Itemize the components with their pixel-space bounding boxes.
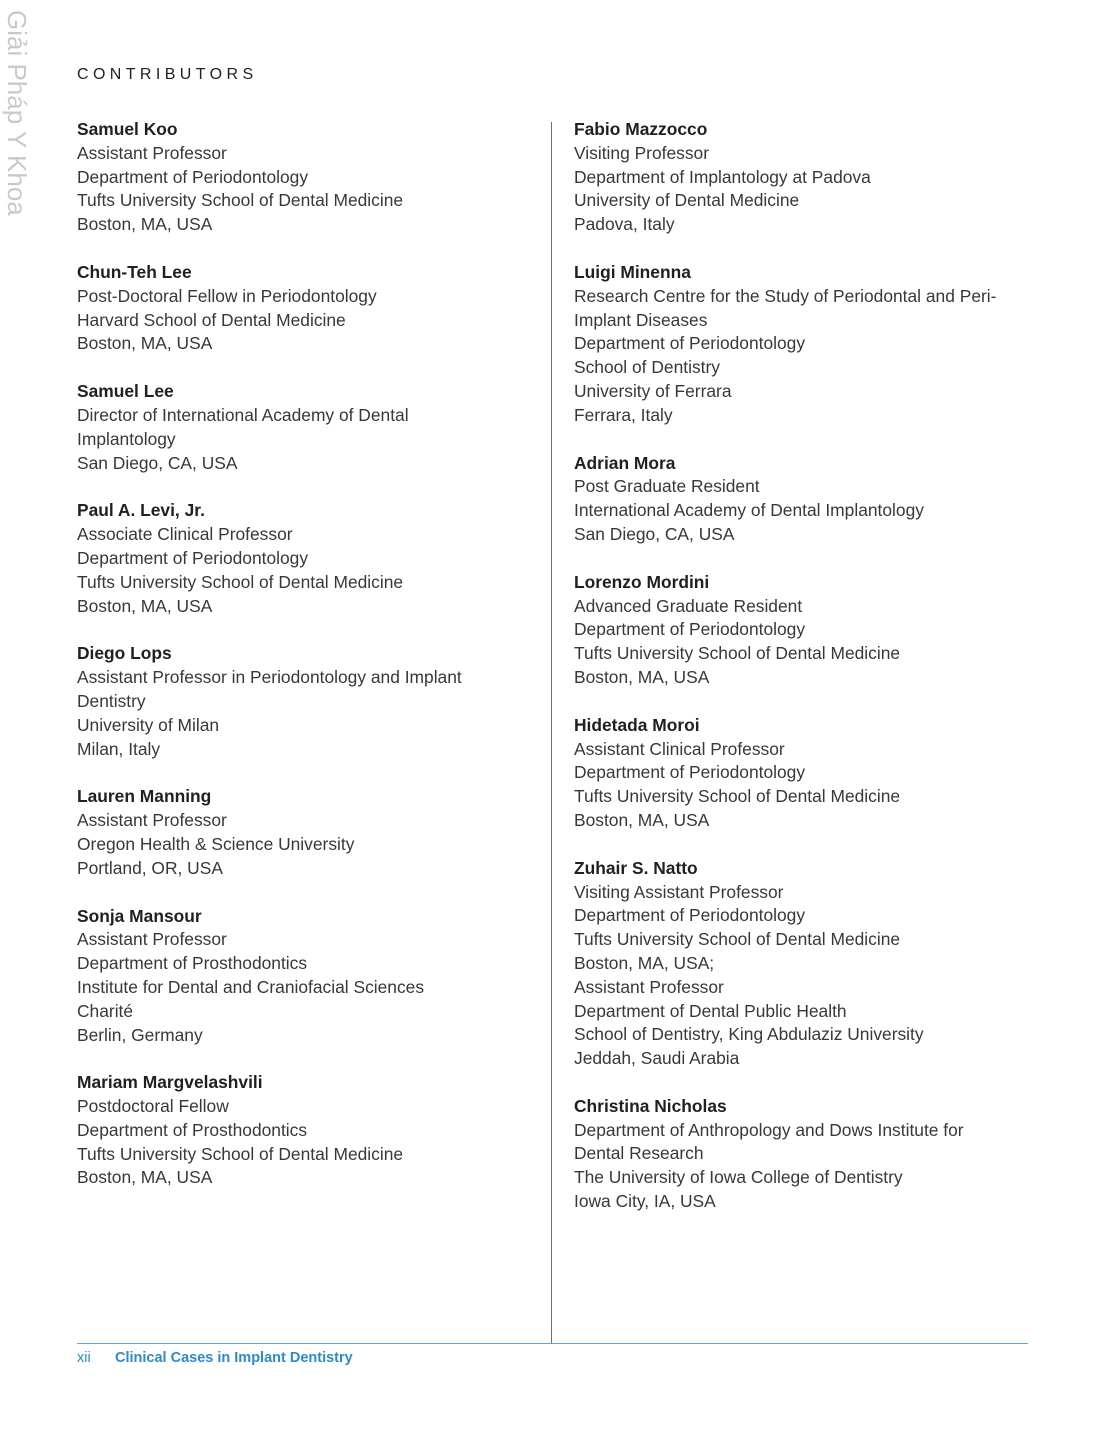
contributor-name: Mariam Margvelashvili — [77, 1072, 263, 1093]
contributor-entry — [77, 785, 517, 880]
contributor-entry — [77, 642, 517, 761]
contributor-affiliation-line: Milan, Italy — [77, 738, 161, 759]
contributor-name: Lauren Manning — [77, 786, 212, 807]
contributor-affiliation-line: Boston, MA, USA — [77, 595, 213, 616]
contributor-affiliation-line: Postdoctoral Fellow — [77, 1096, 229, 1117]
contributor-affiliation-line: Director of International Academy of Dental — [77, 404, 409, 425]
contributor-affiliation-line: Tufts University School of Dental Medicine — [574, 929, 901, 950]
right-column — [574, 118, 1024, 1238]
contributor-affiliation-line: Department of Anthropology and Dows Institute for — [574, 1119, 964, 1140]
contributor-affiliation-line: San Diego, CA, USA — [77, 452, 238, 473]
contributor-affiliation-line: Implant Diseases — [574, 309, 708, 330]
contributor-affiliation-line: Berlin, Germany — [77, 1024, 203, 1045]
section-heading: CONTRIBUTORS — [77, 66, 258, 83]
contributor-affiliation-line: Padova, Italy — [574, 214, 675, 235]
footer-rule — [77, 1343, 1028, 1344]
contributor-affiliation-line: Boston, MA, USA — [77, 214, 213, 235]
contributor-name: Paul A. Levi, Jr. — [77, 500, 205, 521]
contributor-name: Diego Lops — [77, 643, 172, 664]
page-number: xii — [77, 1350, 91, 1366]
contributor-entry — [574, 571, 1024, 690]
contributor-affiliation-line: School of Dentistry, King Abdulaziz University — [574, 1024, 924, 1045]
contributor-affiliation-line: Associate Clinical Professor — [77, 524, 293, 545]
contributor-affiliation-line: Tufts University School of Dental Medicine — [77, 1143, 404, 1164]
contributor-affiliation-line: Department of Periodontology — [77, 166, 309, 187]
contributor-name: Zuhair S. Natto — [574, 857, 698, 878]
contributor-affiliation-line: Implantology — [77, 428, 176, 449]
contributor-entry — [574, 118, 1024, 237]
contributor-name: Lorenzo Mordini — [574, 571, 710, 592]
contributor-entry — [77, 905, 517, 1048]
contributor-name: Samuel Lee — [77, 381, 174, 402]
contributor-entry — [574, 857, 1024, 1071]
contributor-affiliation-line: Boston, MA, USA; — [574, 952, 715, 973]
book-title: Clinical Cases in Implant Dentistry — [115, 1350, 353, 1366]
contributor-entry — [77, 380, 517, 475]
contributor-affiliation-line: Tufts University School of Dental Medicine — [77, 571, 404, 592]
contributor-affiliation-line: Portland, OR, USA — [77, 857, 223, 878]
contributor-affiliation-line: Iowa City, IA, USA — [574, 1191, 716, 1212]
contributor-entry — [574, 714, 1024, 833]
left-column — [77, 118, 517, 1214]
contributor-affiliation-line: University of Milan — [77, 714, 220, 735]
contributor-affiliation-line: Department of Periodontology — [574, 905, 806, 926]
contributor-affiliation-line: Post-Doctoral Fellow in Periodontology — [77, 285, 377, 306]
contributor-affiliation-line: Post Graduate Resident — [574, 476, 760, 497]
contributor-affiliation-line: Assistant Clinical Professor — [574, 738, 785, 759]
contributor-name: Chun-Teh Lee — [77, 261, 192, 282]
column-divider — [551, 122, 552, 1344]
contributor-affiliation-line: Assistant Professor — [77, 810, 227, 831]
contributor-affiliation-line: Institute for Dental and Craniofacial Sciences — [77, 976, 425, 997]
contributor-affiliation-line: International Academy of Dental Implantology — [574, 500, 924, 521]
contributor-affiliation-line: Charité — [77, 1000, 134, 1021]
contributor-affiliation-line: Assistant Professor — [77, 142, 227, 163]
contributor-affiliation-line: Department of Periodontology — [574, 619, 806, 640]
contributor-affiliation-line: School of Dentistry — [574, 357, 720, 378]
contributor-name: Sonja Mansour — [77, 905, 202, 926]
contributor-entry — [77, 1071, 517, 1190]
contributor-affiliation-line: Tufts University School of Dental Medicine — [574, 643, 901, 664]
contributor-affiliation-line: Department of Prosthodontics — [77, 1119, 308, 1140]
contributor-entry — [574, 261, 1024, 428]
contributor-affiliation-line: Harvard School of Dental Medicine — [77, 309, 346, 330]
contributor-affiliation-line: Visiting Assistant Professor — [574, 881, 784, 902]
contributor-affiliation-line: Department of Periodontology — [574, 762, 806, 783]
contributor-affiliation-line: Dentistry — [77, 690, 146, 711]
contributor-affiliation-line: Assistant Professor — [77, 929, 227, 950]
contributor-entry — [77, 118, 517, 237]
contributor-affiliation-line: Department of Prosthodontics — [77, 953, 308, 974]
contributor-affiliation-line: Department of Implantology at Padova — [574, 166, 871, 187]
watermark-text: Giải Pháp Y Khoa — [2, 10, 32, 216]
contributor-affiliation-line: The University of Iowa College of Dentistry — [574, 1167, 903, 1188]
contributor-affiliation-line: Oregon Health & Science University — [77, 833, 355, 854]
contributor-affiliation-line: Research Centre for the Study of Periodontal and Peri- — [574, 285, 997, 306]
contributor-name: Christina Nicholas — [574, 1095, 727, 1116]
contributor-affiliation-line: Boston, MA, USA — [77, 1167, 213, 1188]
contributor-entry — [574, 1095, 1024, 1214]
contributor-affiliation-line: Boston, MA, USA — [574, 666, 710, 687]
contributor-affiliation-line: Ferrara, Italy — [574, 404, 673, 425]
page-footer — [77, 1350, 353, 1366]
contributor-affiliation-line: Boston, MA, USA — [77, 333, 213, 354]
contributor-affiliation-line: Jeddah, Saudi Arabia — [574, 1048, 740, 1069]
contributor-affiliation-line: Advanced Graduate Resident — [574, 595, 803, 616]
contributor-affiliation-line: San Diego, CA, USA — [574, 523, 735, 544]
contributor-affiliation-line: Tufts University School of Dental Medicine — [77, 190, 404, 211]
contributor-affiliation-line: Tufts University School of Dental Medicine — [574, 786, 901, 807]
contributor-affiliation-line: Department of Dental Public Health — [574, 1000, 847, 1021]
contributor-name: Hidetada Moroi — [574, 714, 700, 735]
contributor-affiliation-line: Boston, MA, USA — [574, 809, 710, 830]
contributor-name: Luigi Minenna — [574, 261, 691, 282]
contributor-affiliation-line: Assistant Professor in Periodontology and Implant — [77, 667, 462, 688]
contributor-affiliation-line: Department of Periodontology — [77, 547, 309, 568]
contributor-entry — [77, 499, 517, 618]
contributor-affiliation-line: Visiting Professor — [574, 142, 709, 163]
contributor-name: Fabio Mazzocco — [574, 119, 708, 139]
contributor-name: Samuel Koo — [77, 119, 178, 139]
contributor-entry — [77, 261, 517, 356]
contributor-affiliation-line: Dental Research — [574, 1143, 704, 1164]
contributor-affiliation-line: Assistant Professor — [574, 976, 724, 997]
contributor-affiliation-line: University of Dental Medicine — [574, 190, 800, 211]
contributor-entry — [574, 452, 1024, 547]
contributor-affiliation-line: Department of Periodontology — [574, 333, 806, 354]
contributor-name: Adrian Mora — [574, 452, 676, 473]
contributor-affiliation-line: University of Ferrara — [574, 380, 732, 401]
